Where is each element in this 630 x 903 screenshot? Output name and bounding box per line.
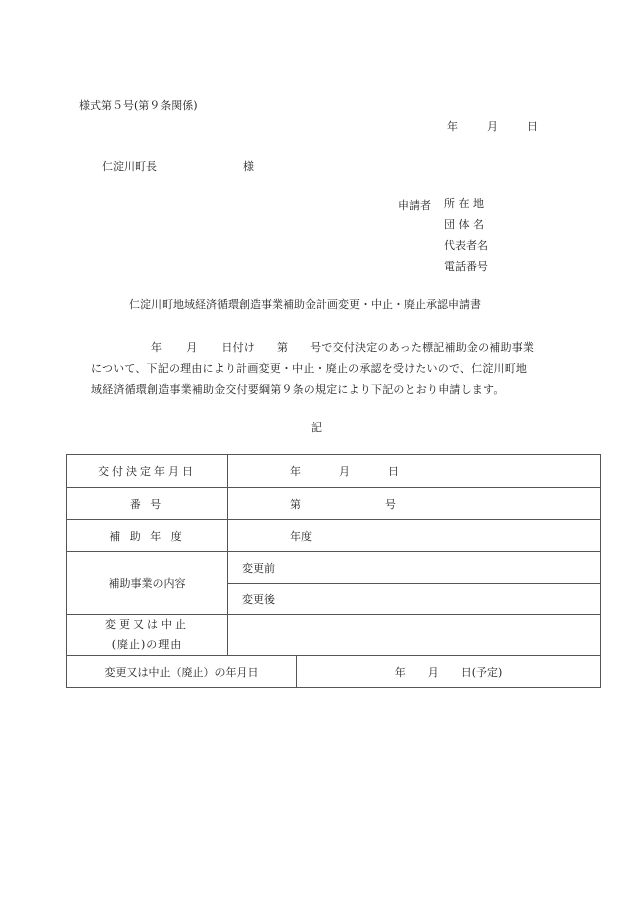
body-dai: 第 [277,341,289,354]
year-text: 年 [394,665,406,679]
year-text: 年 [290,465,301,478]
day-planned-text: 日(予定) [460,665,503,679]
body-year: 年 [151,341,163,354]
applicant-label: 申請者 [398,199,431,212]
value-change-date[interactable] [297,656,601,688]
table-row [67,488,601,520]
field-representative: 代表者名 [444,239,488,252]
label-change-date: 変更又は中止（廃止）の年月日 [67,656,297,688]
addressee-honorific: 様 [243,160,254,173]
date-year: 年 [447,120,458,133]
addressee-name: 仁淀川町長 [102,160,157,173]
document-title: 仁淀川町地域経済循環創造事業補助金計画変更・中止・廃止承認申請書 [129,298,481,311]
table-row [67,656,601,688]
date-month: 月 [487,120,498,133]
label-decision-date: 交付決定年月日 [67,455,228,488]
before-change-label: 変更前 [242,561,275,575]
body-go: 号で交付決定のあった標記補助金の補助事業 [310,341,535,354]
form-number: 様式第５号(第９条関係) [79,99,198,112]
value-number[interactable] [228,488,601,520]
table-row [67,520,601,552]
label-reason [67,615,228,656]
label-number: 番 号 [67,488,228,520]
body-month: 月 [186,341,198,354]
label-project-content: 補助事業の内容 [67,552,228,615]
body-line-2: について、下記の理由により計画変更・中止・廃止の承認を受けたいので、仁淀川町地 [91,362,528,375]
submission-date [447,118,538,134]
table-row [67,455,601,488]
application-table [66,454,601,688]
ki-heading: 記 [311,421,322,434]
body-line-3: 域経済循環創造事業補助金交付要綱第９条の規定により下記のとおり申請します。 [91,383,505,396]
value-before-change[interactable] [228,552,601,584]
month-text: 月 [339,465,350,478]
body-day: 日付け [221,341,256,354]
value-decision-date[interactable] [228,455,601,488]
label-fiscal-year: 補 助 年 度 [67,520,228,552]
table-row [67,552,601,584]
after-change-label: 変更後 [242,593,275,606]
month-text: 月 [427,665,439,679]
dai-text: 第 [290,497,301,511]
value-after-change[interactable] [228,584,601,615]
date-day: 日 [527,120,538,133]
field-phone: 電話番号 [444,260,488,273]
table-row [67,615,601,656]
reason-label-line-2: (廃止)の理由 [111,638,183,651]
go-text: 号 [385,497,396,511]
value-fiscal-year[interactable] [228,520,601,552]
nendo-text: 年度 [290,529,312,543]
addressee [102,158,254,174]
day-text: 日 [388,465,399,478]
reason-label-line-1: 変更又は中止 [105,618,189,631]
body-text [91,337,561,400]
field-organization: 団 体 名 [444,218,484,231]
field-address: 所 在 地 [444,197,484,210]
value-reason[interactable] [228,615,601,656]
body-line-1 [91,337,561,358]
